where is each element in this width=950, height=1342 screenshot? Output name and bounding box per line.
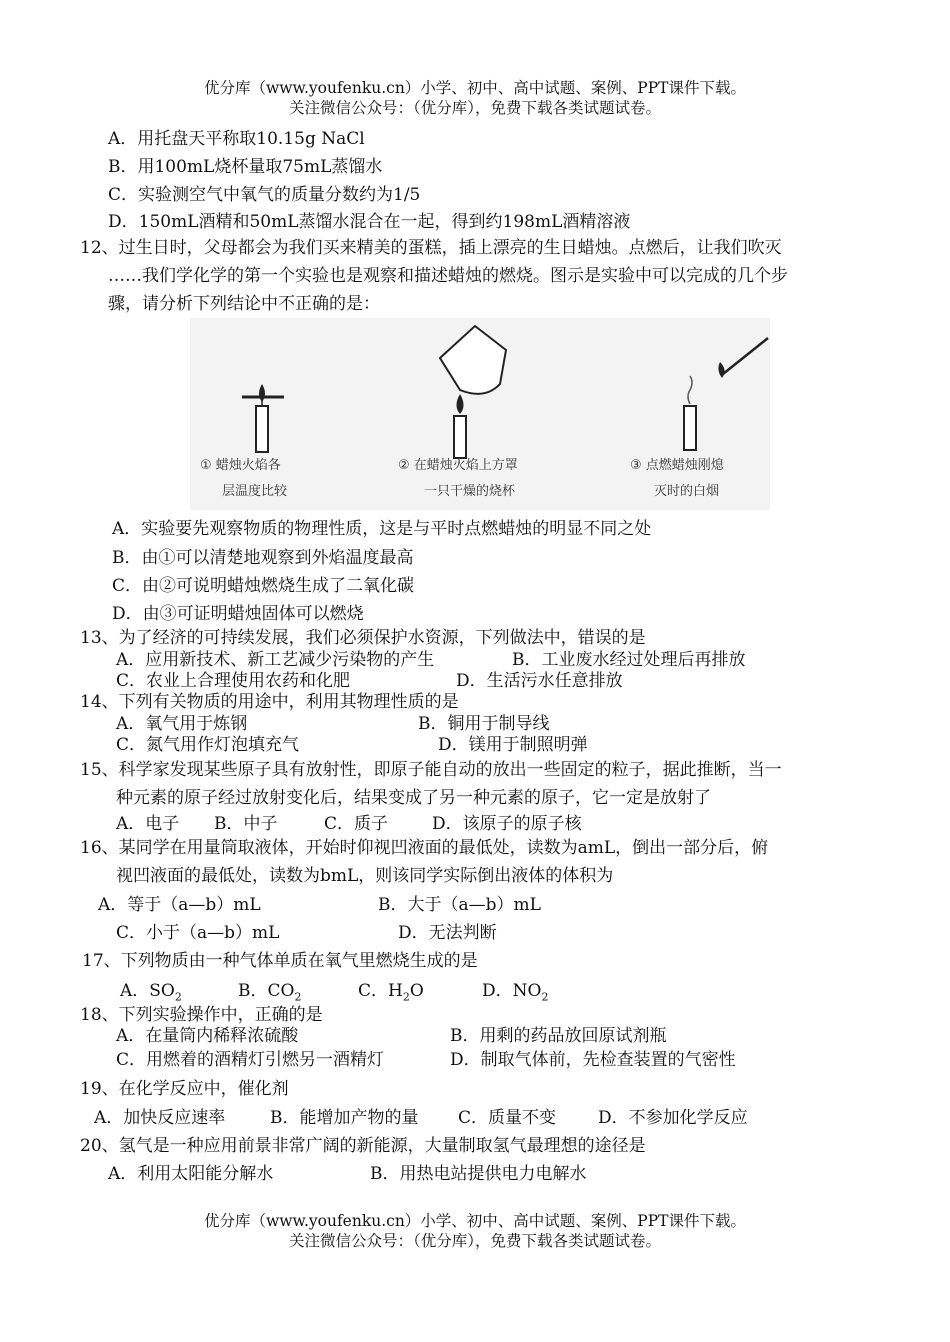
q11-option-d: D．150mL酒精和50mL蒸馏水混合在一起，得到约198mL酒精溶液: [108, 212, 631, 232]
q14-option-c: C．氮气用作灯泡填充气: [116, 735, 300, 755]
q17-option-c: C．$H_2O$: [358, 981, 424, 1004]
q12-option-a: A．实验要先观察物质的物理性质，这是与平时点燃蜡烛的明显不同之处: [112, 519, 652, 539]
q15-option-c: C．质子: [324, 814, 389, 834]
q16-option-b: B．大于（a—b）mL: [378, 895, 541, 915]
q13-option-d: D．生活污水任意排放: [456, 671, 623, 691]
q17-option-b: B．$CO_2$: [238, 981, 302, 1004]
fig3-caption-line-1: ③ 点燃蜡烛刚熄: [630, 458, 724, 473]
q14-stem: 14、下列有关物质的用途中，利用其物理性质的是: [80, 692, 459, 712]
footer-line-2: 关注微信公众号：（优分库），免费下载各类试题试卷。: [288, 1232, 661, 1250]
q17-stem: 17、下列物质由一种气体单质在氧气里燃烧生成的是: [82, 951, 478, 971]
q13-stem: 13、为了经济的可持续发展，我们必须保护水资源，下列做法中，错误的是: [80, 628, 646, 648]
header-line-2: 关注微信公众号：（优分库），免费下载各类试题试卷。: [288, 99, 661, 117]
q12-option-c: C．由②可说明蜡烛燃烧生成了二氧化碳: [112, 576, 415, 596]
fig3-caption-line-2: 灭时的白烟: [654, 484, 720, 499]
q13-option-a: A．应用新技术、新工艺减少污染物的产生: [116, 650, 435, 670]
q17-option-d: D．$NO_2$: [482, 981, 549, 1004]
q12-stem-2: ……我们学化学的第一个实验也是观察和描述蜡烛的燃烧。图示是实验中可以完成的几个步: [108, 266, 788, 286]
q12-option-d: D．由③可证明蜡烛固体可以燃烧: [112, 604, 364, 624]
fig1-caption-line-1: ① 蜡烛火焰各: [200, 458, 281, 473]
q16-option-a: A．等于（a—b）mL: [98, 895, 261, 915]
q20-option-a: A．利用太阳能分解水: [108, 1164, 274, 1184]
q13-option-b: B．工业废水经过处理后再排放: [512, 650, 746, 670]
q18-stem: 18、下列实验操作中，正确的是: [80, 1005, 323, 1025]
q19-stem: 19、在化学反应中，催化剂: [80, 1079, 289, 1099]
q19-option-c: C．质量不变: [458, 1108, 557, 1128]
q12-stem-3: 骤，请分析下列结论中不正确的是：: [108, 294, 380, 314]
q13-option-c: C．农业上合理使用农药和化肥: [116, 671, 351, 691]
q15-stem-2: 种元素的原子经过放射变化后，结果变成了另一种元素的原子，它一定是放射了: [116, 788, 711, 808]
header-line-1: 优分库（www.youfenku.cn）小学、初中、高中试题、案例、PPT课件下载。: [203, 79, 747, 97]
q16-option-d: D．无法判断: [398, 923, 497, 943]
q18-option-a: A．在量筒内稀释浓硫酸: [116, 1026, 299, 1046]
q20-option-b: B．用热电站提供电力电解水: [370, 1164, 587, 1184]
q14-option-b: B．铜用于制导线: [418, 714, 550, 734]
q16-option-c: C．小于（a—b）mL: [116, 923, 280, 943]
q19-option-b: B．能增加产物的量: [270, 1108, 419, 1128]
q19-option-a: A．加快反应速率: [94, 1108, 226, 1128]
q16-stem-1: 16、某同学在用量筒取液体，开始时仰视凹液面的最低处，读数为amL，倒出一部分后，俯: [80, 838, 769, 858]
q15-option-a: A．电子: [116, 814, 180, 834]
q18-option-c: C．用燃着的酒精灯引燃另一酒精灯: [116, 1050, 385, 1070]
fig2-caption-line-1: ② 在蜡烛火焰上方罩: [398, 458, 518, 473]
q11-option-b: B．用100mL烧杯量取75mL蒸馏水: [108, 157, 383, 177]
q17-option-a: A．$SO_2$: [120, 981, 182, 1004]
q19-option-d: D．不参加化学反应: [598, 1108, 748, 1128]
q14-option-a: A．氧气用于炼钢: [116, 714, 248, 734]
fig2-caption-line-2: 一只干燥的烧杯: [424, 484, 516, 499]
q15-stem-1: 15、科学家发现某些原子具有放射性，即原子能自动的放出一些固定的粒子，据此推断，当一: [80, 760, 782, 780]
q16-stem-2: 视凹液面的最低处，读数为bmL，则该同学实际倒出液体的体积为: [116, 866, 614, 886]
q11-option-c: C．实验测空气中氧气的质量分数约为1/5: [108, 185, 421, 205]
candle-experiment-figure: [190, 318, 770, 510]
q18-option-b: B．用剩的药品放回原试剂瓶: [450, 1026, 667, 1046]
q18-option-d: D．制取气体前，先检查装置的气密性: [450, 1050, 736, 1070]
fig1-caption-line-2: 层温度比较: [222, 484, 288, 499]
q12-option-b: B．由①可以清楚地观察到外焰温度最高: [112, 548, 414, 568]
q12-stem-1: 12、过生日时，父母都会为我们买来精美的蛋糕，插上漂亮的生日蜡烛。点燃后，让我们吹灭: [80, 238, 782, 258]
footer-line-1: 优分库（www.youfenku.cn）小学、初中、高中试题、案例、PPT课件下载。: [203, 1212, 747, 1230]
q14-option-d: D．镁用于制照明弹: [438, 735, 588, 755]
q20-stem: 20、氢气是一种应用前景非常广阔的新能源，大量制取氢气最理想的途径是: [80, 1136, 646, 1156]
q11-option-a: A．用托盘天平称取10.15g NaCl: [108, 129, 365, 149]
q15-option-b: B．中子: [214, 814, 278, 834]
q15-option-d: D．该原子的原子核: [432, 814, 582, 834]
